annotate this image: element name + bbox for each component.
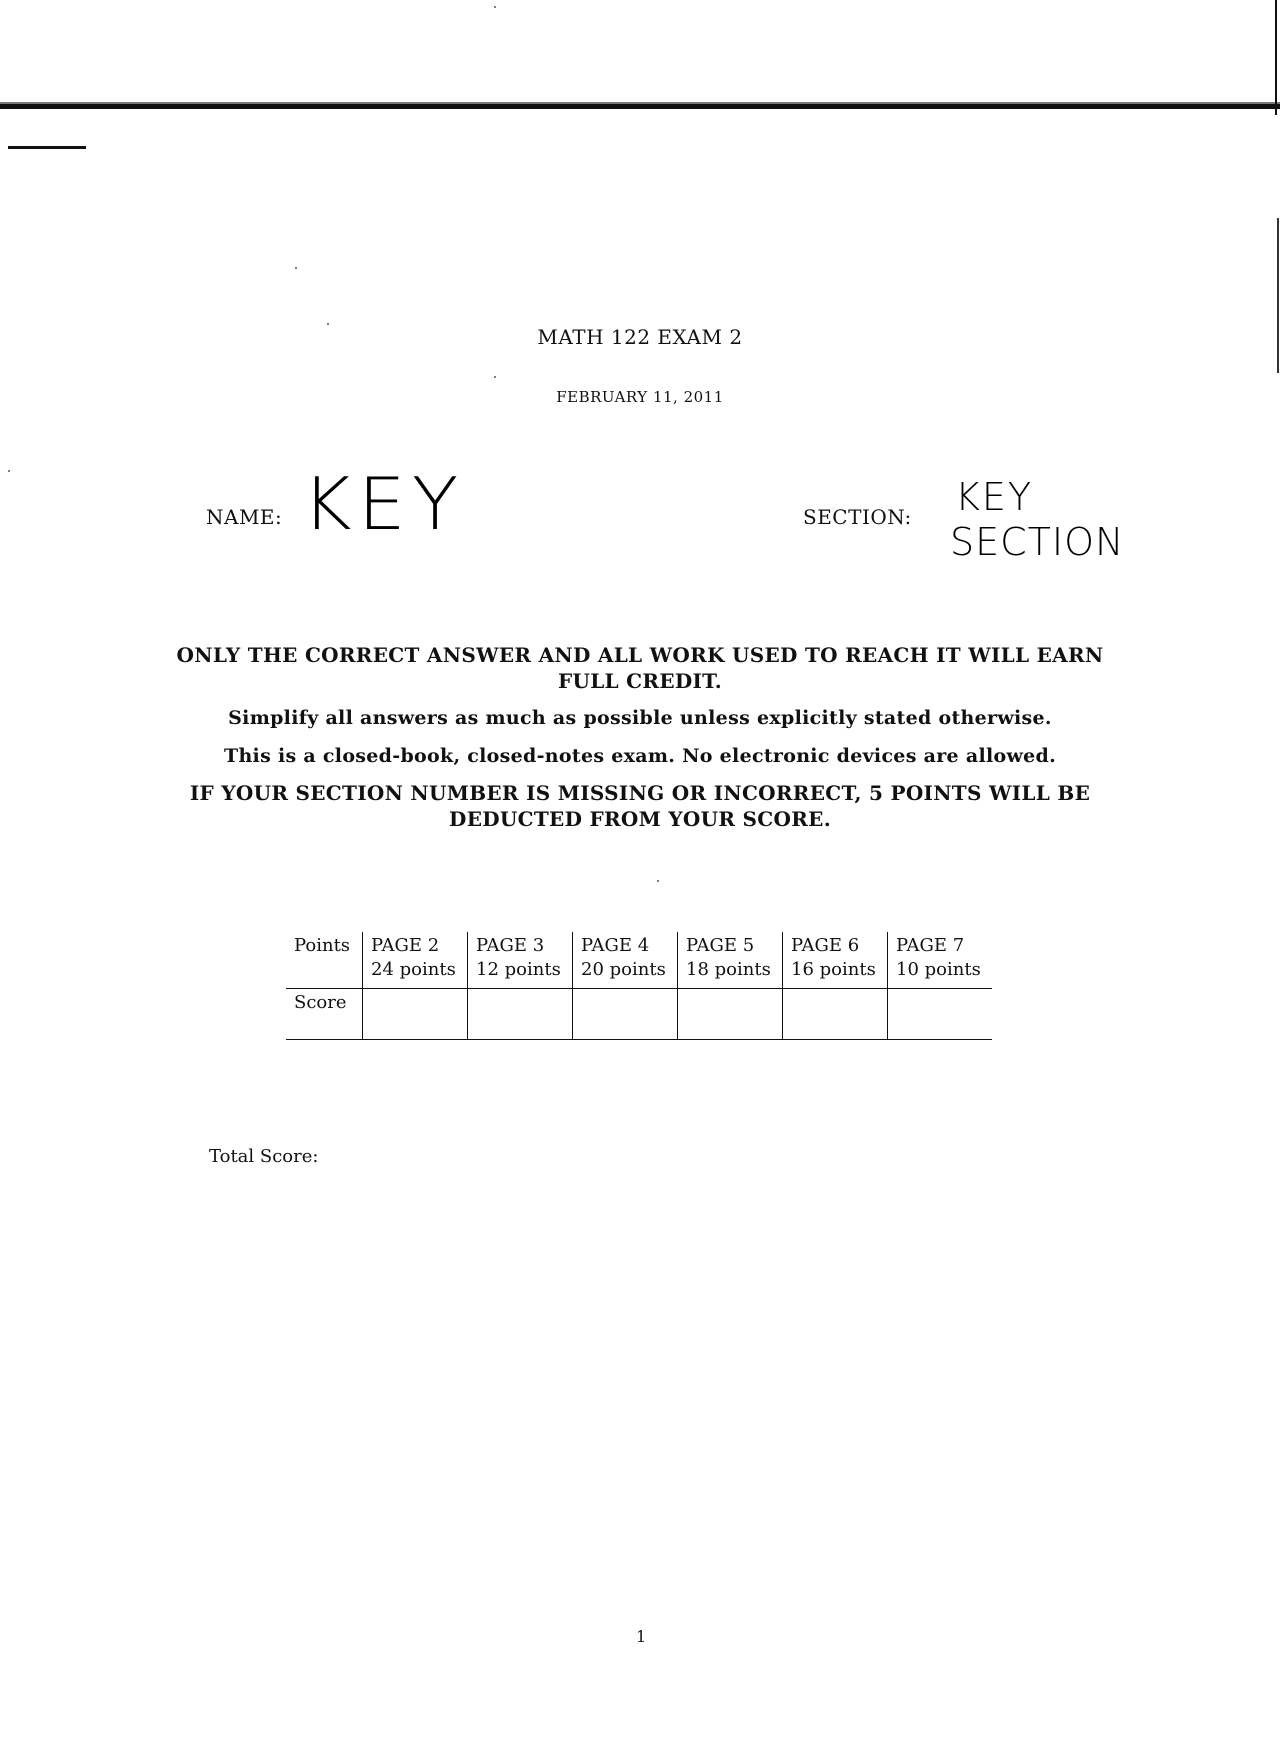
score-cell-page-6 xyxy=(783,989,888,1040)
page-points: 12 points xyxy=(476,959,561,980)
right-edge-rule-lower xyxy=(1277,218,1279,373)
page-2-cell xyxy=(363,932,468,989)
score-cell-page-4 xyxy=(573,989,678,1040)
score-cell-page-2 xyxy=(363,989,468,1040)
scan-speck xyxy=(8,470,10,472)
scan-speck xyxy=(657,880,659,882)
right-edge-rule xyxy=(1275,0,1277,115)
page-3-cell xyxy=(468,932,573,989)
page-label: PAGE 3 xyxy=(476,935,545,956)
page-points: 10 points xyxy=(896,959,981,980)
page-7-cell xyxy=(888,932,993,989)
score-cell-page-5 xyxy=(678,989,783,1040)
page-points: 24 points xyxy=(371,959,456,980)
page-points: 16 points xyxy=(791,959,876,980)
exam-date: FEBRUARY 11, 2011 xyxy=(556,388,724,406)
score-table xyxy=(286,932,992,1040)
scan-speck xyxy=(295,267,297,269)
page-label: PAGE 2 xyxy=(371,935,440,956)
score-row xyxy=(286,989,992,1040)
page-6-cell xyxy=(783,932,888,989)
top-rule xyxy=(0,104,1280,109)
page-label: PAGE 7 xyxy=(896,935,965,956)
page-4-cell xyxy=(573,932,678,989)
instruction-section-number: IF YOUR SECTION NUMBER IS MISSING OR INCORRECT, 5 POINTS WILL BE DEDUCTED FROM YOUR SCORE. xyxy=(189,781,1091,831)
score-cell-page-3 xyxy=(468,989,573,1040)
points-row-header: Points xyxy=(286,932,363,989)
instruction-full-credit: ONLY THE CORRECT ANSWER AND ALL WORK USED TO REACH IT WILL EARN FULL CREDIT. xyxy=(176,643,1104,693)
scan-speck xyxy=(494,6,496,8)
left-margin-dash xyxy=(8,146,86,149)
instruction-simplify: Simplify all answers as much as possible unless explicitly stated otherwise. xyxy=(228,707,1052,729)
score-row-header: Score xyxy=(286,989,363,1040)
page-label: PAGE 6 xyxy=(791,935,860,956)
page-label: PAGE 4 xyxy=(581,935,650,956)
exam-title: MATH 122 EXAM 2 xyxy=(537,325,743,349)
name-handwritten-value: KEY xyxy=(302,462,465,546)
section-handwritten-line1: KEY xyxy=(955,475,1034,519)
score-cell-page-7 xyxy=(888,989,993,1040)
total-score-label: Total Score: xyxy=(209,1146,319,1167)
points-row xyxy=(286,932,992,989)
instruction-closed-book: This is a closed-book, closed-notes exam. No electronic devices are allowed. xyxy=(224,745,1056,767)
page-points: 20 points xyxy=(581,959,666,980)
page-points: 18 points xyxy=(686,959,771,980)
section-label: SECTION: xyxy=(803,505,912,529)
scan-speck xyxy=(494,376,496,378)
section-handwritten-line2: SECTION xyxy=(950,520,1125,564)
page-number: 1 xyxy=(636,1627,647,1646)
page-label: PAGE 5 xyxy=(686,935,755,956)
page-5-cell xyxy=(678,932,783,989)
name-label: NAME: xyxy=(206,505,283,529)
